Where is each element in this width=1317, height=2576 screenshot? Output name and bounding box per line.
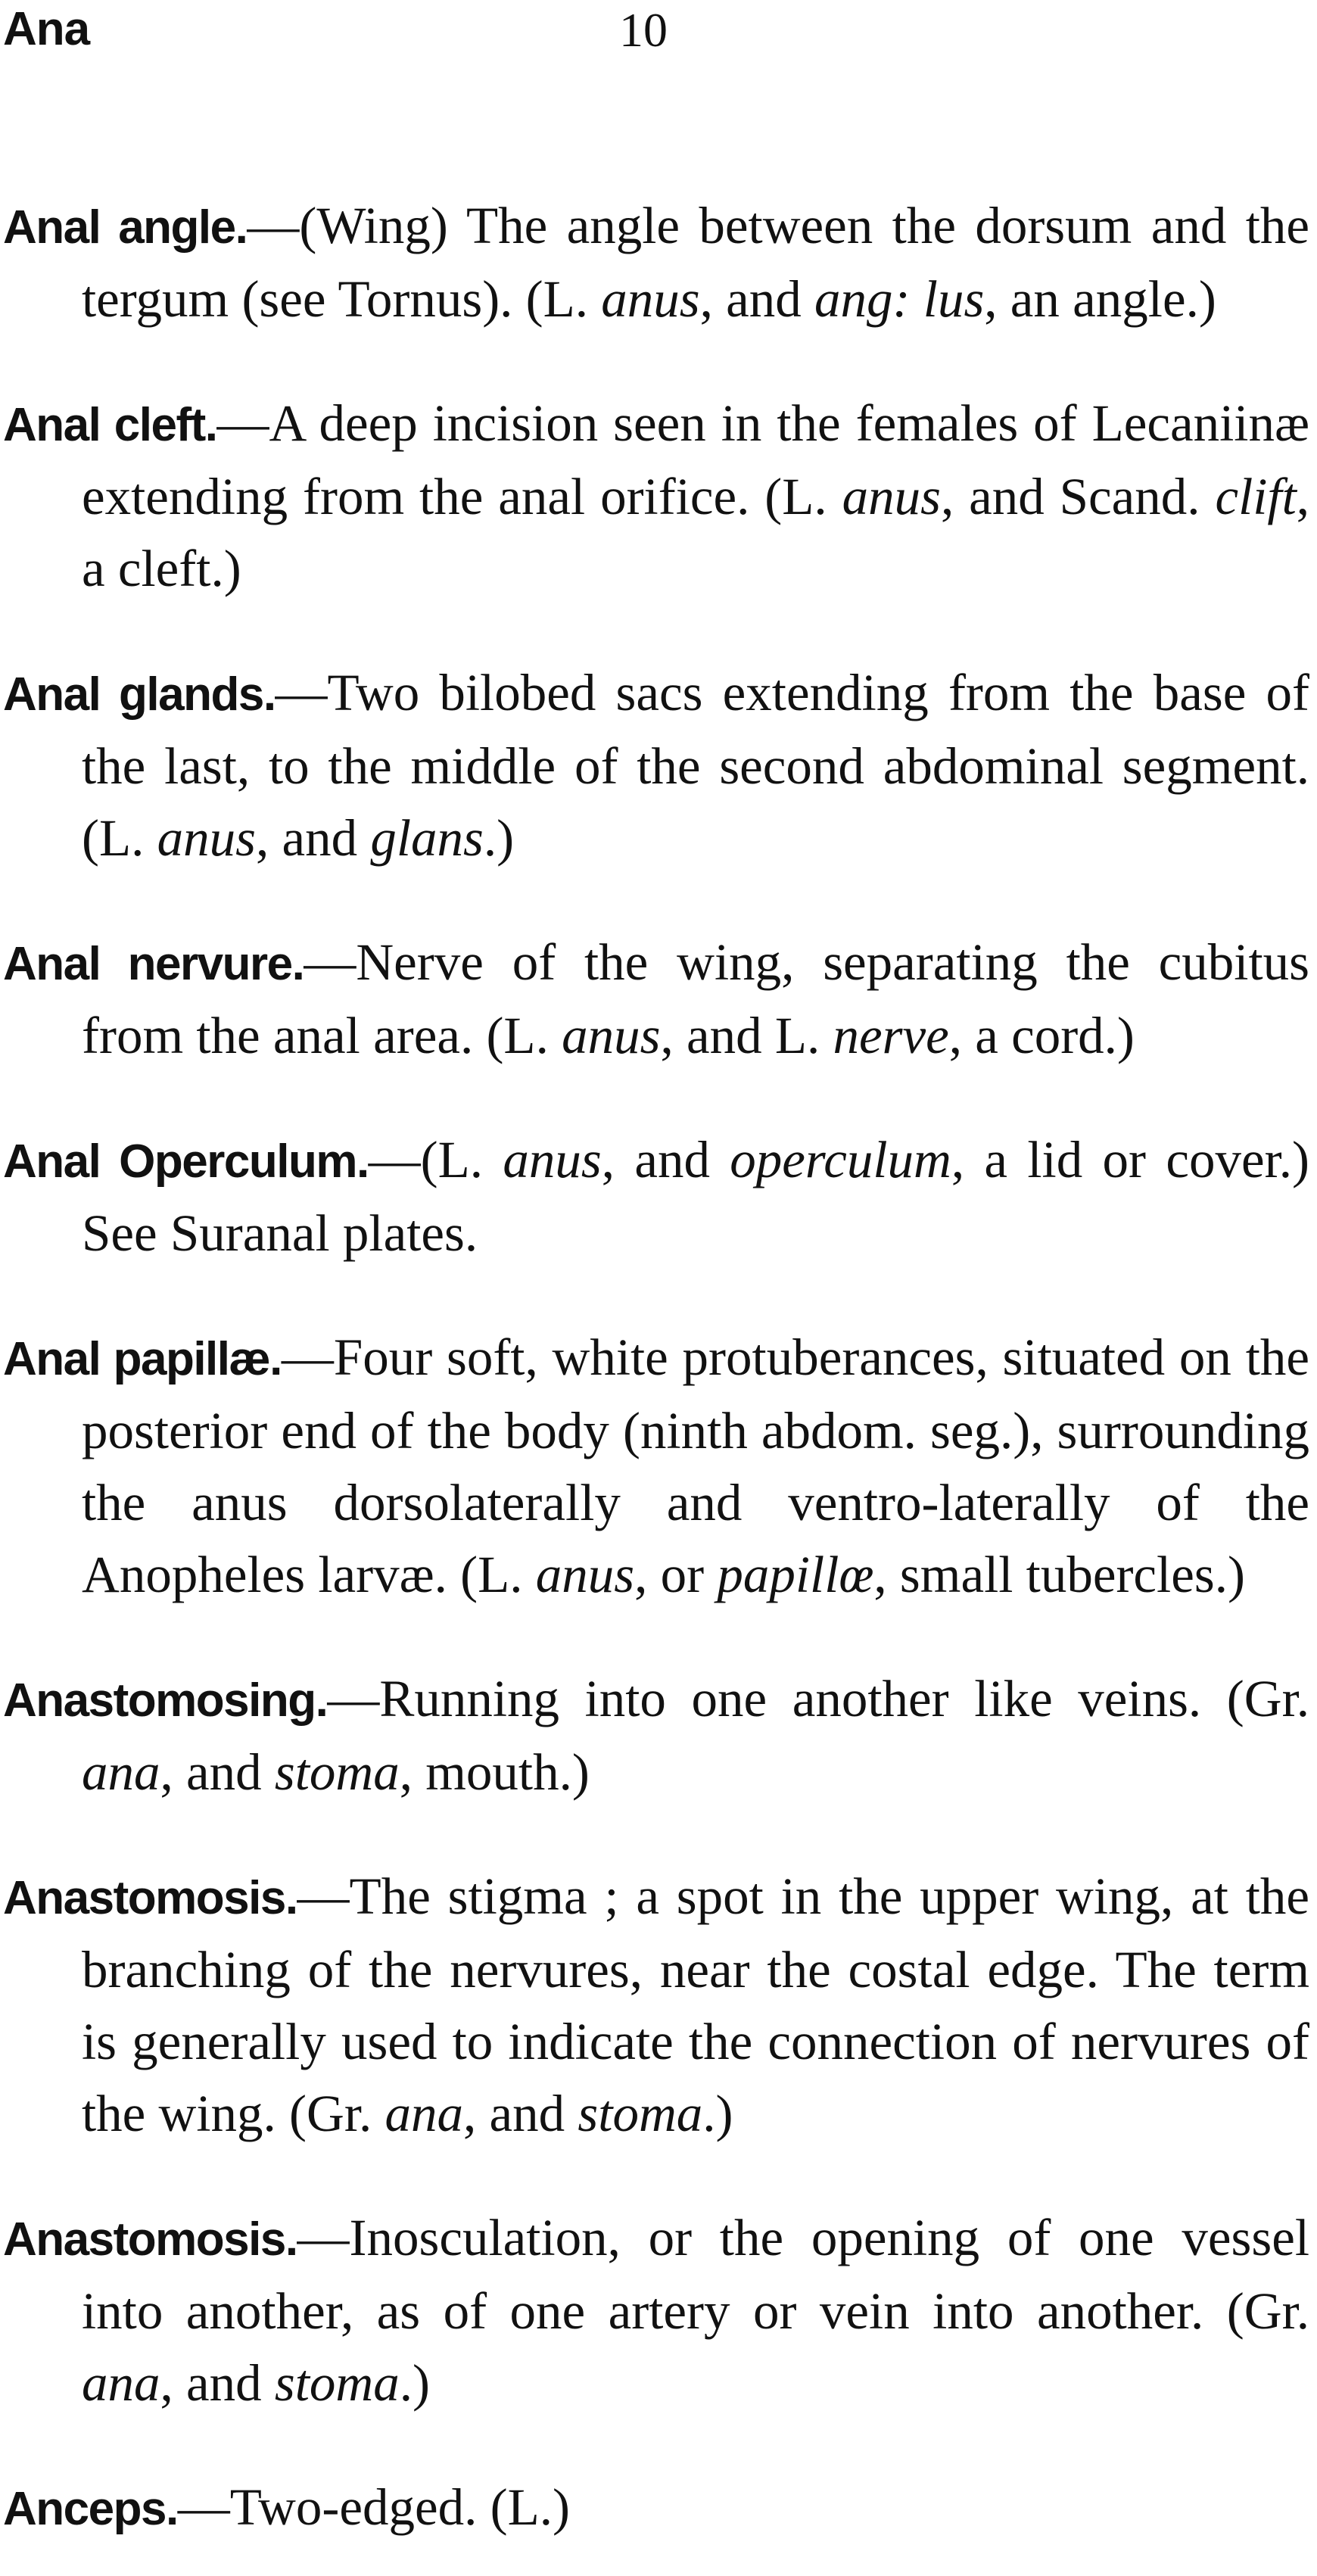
entry-definition: —Nerve of the wing, separating the cubitus from the anal area. (L.	[82, 933, 1309, 1064]
entry-etymon: stoma	[274, 2354, 400, 2412]
entry-definition: , a cord.)	[948, 1007, 1135, 1064]
running-head-word: Ana	[3, 3, 90, 55]
entry-etymon: papillœ	[717, 1546, 874, 1603]
entry-definition: —(L.	[368, 1131, 503, 1188]
entry-definition: —(Wing) The angle between the dorsum and the tergum (see Tornus). (L.	[82, 197, 1309, 328]
entry-definition: , or	[634, 1546, 718, 1603]
entry-term: Anal cleft.	[3, 399, 217, 451]
entry-anal-angle	[0, 190, 1309, 335]
entry-term: Anastomosis.	[3, 1872, 297, 1924]
entry-definition: —Four soft, white protuberances, situated on the posterior end of the body (ninth abdom. seg.), surrounding the anus dorsolaterally and ventro-laterally of the Anopheles larvæ. (L.	[82, 1328, 1309, 1603]
entry-anceps	[0, 2472, 1309, 2545]
entry-anal-glands	[0, 657, 1309, 874]
entry-definition: .)	[483, 809, 515, 867]
entry-etymon: stoma	[274, 1743, 400, 1801]
entry-etymon: operculum	[730, 1131, 951, 1188]
entry-anal-operculum	[0, 1124, 1309, 1269]
entry-list	[0, 138, 1309, 2576]
entry-definition: , a cleft.)	[82, 468, 1309, 597]
entry-definition: , mouth.)	[399, 1743, 590, 1801]
entry-definition: —A deep incision seen in the females of Lecaniinæ extending from the anal orifice. (L.	[82, 394, 1309, 525]
entry-anastomosing	[0, 1663, 1309, 1808]
entry-etymon: ang: lus	[814, 270, 985, 328]
entry-term: Anal angle.	[3, 201, 248, 254]
entry-definition: , and Scand.	[940, 468, 1216, 525]
entry-definition: , and	[601, 1131, 730, 1188]
entry-definition: , and	[699, 270, 815, 328]
entry-anal-cleft	[0, 388, 1309, 605]
entry-etymon: glans	[370, 809, 484, 867]
page-number: 10	[619, 3, 668, 57]
entry-definition: , and	[160, 2354, 275, 2412]
entry-definition: , small tubercles.)	[873, 1546, 1245, 1603]
entry-definition: , and L.	[660, 1007, 833, 1064]
entry-term: Anal nervure.	[3, 938, 304, 990]
entry-term: Anal glands.	[3, 668, 276, 721]
entry-etymon: nerve	[833, 1007, 949, 1064]
entry-definition: —Running into one another like veins. (Gr.	[327, 1670, 1309, 1727]
entry-definition: —The stigma ; a spot in the upper wing, at the branching of the nervures, near the costal edge. The term is generally used to indicate the connection of nervures of the wing. (Gr.	[82, 1867, 1309, 2142]
entry-etymon: ana	[385, 2085, 464, 2142]
entry-definition: , an angle.)	[984, 270, 1216, 328]
entry-anastomosis-inosculation	[0, 2202, 1309, 2419]
entry-etymon: clift	[1215, 468, 1297, 525]
entry-term: Anastomosis.	[3, 2213, 297, 2266]
entry-etymon: anus	[601, 270, 700, 328]
entry-anal-papillae	[0, 1322, 1309, 1611]
entry-etymon: ana	[82, 2354, 160, 2412]
entry-term: Anal papillæ.	[3, 1333, 282, 1385]
entry-definition: —Inosculation, or the opening of one vessel into another, as of one artery or vein into another. (Gr.	[82, 2209, 1309, 2340]
entry-term: Anceps.	[3, 2483, 178, 2535]
entry-etymon: anus	[842, 468, 941, 525]
entry-anal-nervure	[0, 927, 1309, 1072]
entry-definition: , and	[160, 1743, 275, 1801]
entry-anastomosis-stigma	[0, 1861, 1309, 2150]
entry-etymon: stoma	[578, 2085, 703, 2142]
entry-definition: —Two-edged. (L.)	[177, 2478, 570, 2536]
entry-definition: , and	[463, 2085, 578, 2142]
entry-etymon: anus	[535, 1546, 635, 1603]
entry-definition: , a lid or cover.) See Suranal plates.	[82, 1131, 1309, 1262]
entry-definition: —Two bilobed sacs extending from the base of the last, to the middle of the second abdominal segment. (L.	[82, 664, 1309, 867]
entry-definition: .)	[399, 2354, 430, 2412]
entry-etymon: ana	[82, 1743, 160, 1801]
entry-etymon: anus	[157, 809, 256, 867]
entry-definition: .)	[702, 2085, 733, 2142]
entry-etymon: anus	[562, 1007, 661, 1064]
entry-term: Anastomosing.	[3, 1674, 328, 1727]
running-head	[0, 0, 1317, 83]
entry-definition: , and	[256, 809, 371, 867]
entry-term: Anal Operculum.	[3, 1135, 369, 1188]
entry-etymon: anus	[503, 1131, 602, 1188]
